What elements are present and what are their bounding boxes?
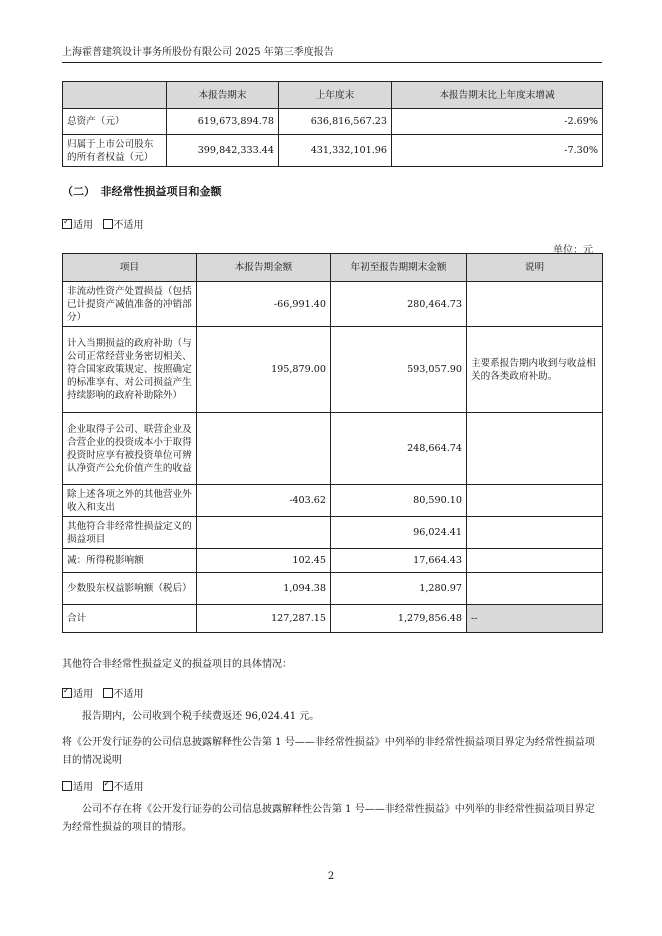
period-cell bbox=[197, 413, 331, 485]
ytd-cell: 1,280.97 bbox=[331, 573, 467, 605]
applicable-label: 适用 bbox=[73, 220, 93, 231]
section-title: （二） 非经常性损益项目和金额 bbox=[62, 185, 222, 198]
checked-box-icon bbox=[62, 219, 72, 229]
page-number: 2 bbox=[327, 871, 335, 882]
table-row bbox=[63, 573, 603, 605]
change-value: -2.69% bbox=[392, 109, 603, 135]
item-cell: 其他符合非经常性损益定义的损益项目 bbox=[63, 517, 197, 549]
table-row bbox=[63, 413, 603, 485]
table-row bbox=[63, 517, 603, 549]
paragraph-classification-title: 将《公开发行证券的公司信息披露解释性公告第 1 号——非经常性损益》中列举的非经常性损益项目界定为经常性损益项目的情况说明 bbox=[62, 737, 595, 766]
period-cell: 127,287.15 bbox=[197, 605, 331, 633]
balance-table bbox=[62, 81, 603, 167]
header-cell: 本报告期末 bbox=[167, 82, 279, 109]
row-label: 总资产（元） bbox=[63, 109, 167, 135]
change-value: -7.30% bbox=[392, 135, 603, 167]
table-row bbox=[63, 485, 603, 517]
header-divider bbox=[62, 62, 602, 63]
ytd-cell: 1,279,856.48 bbox=[331, 605, 467, 633]
unchecked-box-icon bbox=[103, 688, 113, 698]
table-row bbox=[63, 109, 603, 135]
paragraph-tax-refund: 报告期内，公司收到个税手续费返还 96,024.41 元。 bbox=[82, 711, 320, 722]
prior-value: 431,332,101.96 bbox=[279, 135, 392, 167]
note-cell: 主要系报告期内收到与收益相关的各类政府补助。 bbox=[467, 327, 603, 413]
checked-box-icon bbox=[103, 781, 113, 791]
applicable-label: 适用 bbox=[73, 782, 93, 793]
not-applicable-label: 不适用 bbox=[113, 689, 144, 700]
unit-label: 单位：元 bbox=[553, 245, 593, 256]
period-cell: 1,094.38 bbox=[197, 573, 331, 605]
note-cell bbox=[467, 573, 603, 605]
period-cell: 195,879.00 bbox=[197, 327, 331, 413]
ytd-cell: 593,057.90 bbox=[331, 327, 467, 413]
row-label: 归属于上市公司股东的所有者权益（元） bbox=[63, 135, 167, 167]
unchecked-box-icon bbox=[103, 219, 113, 229]
checked-box-icon bbox=[62, 688, 72, 698]
header-cell: 上年度末 bbox=[279, 82, 392, 109]
applicability-checkboxes bbox=[62, 216, 144, 231]
period-cell bbox=[197, 517, 331, 549]
applicability-checkboxes bbox=[62, 685, 144, 700]
table-header-row bbox=[63, 82, 603, 109]
header-cell bbox=[63, 82, 167, 109]
table-total-row bbox=[63, 605, 603, 633]
applicable-label: 适用 bbox=[73, 689, 93, 700]
header-cell: 本报告期末比上年度末增减 bbox=[392, 82, 603, 109]
period-cell: 102.45 bbox=[197, 549, 331, 573]
period-cell: -403.62 bbox=[197, 485, 331, 517]
document-header: 上海霍普建筑设计事务所股份有限公司 2025 年第三季度报告 bbox=[62, 47, 334, 58]
not-applicable-label: 不适用 bbox=[113, 782, 144, 793]
item-cell: 合计 bbox=[63, 605, 197, 633]
ytd-cell: 96,024.41 bbox=[331, 517, 467, 549]
period-cell: -66,991.40 bbox=[197, 282, 331, 327]
prior-value: 636,816,567.23 bbox=[279, 109, 392, 135]
header-cell: 项目 bbox=[63, 254, 197, 282]
applicability-checkboxes-2 bbox=[62, 778, 144, 793]
ytd-cell: 17,664.43 bbox=[331, 549, 467, 573]
table-row bbox=[63, 327, 603, 413]
note-cell bbox=[467, 413, 603, 485]
current-value: 399,842,333.44 bbox=[167, 135, 279, 167]
paragraph-other-items: 其他符合非经常性损益定义的损益项目的具体情况： bbox=[62, 659, 292, 670]
note-cell bbox=[467, 549, 603, 573]
ytd-cell: 80,590.10 bbox=[331, 485, 467, 517]
not-applicable-label: 不适用 bbox=[113, 220, 144, 231]
ytd-cell: 248,664.74 bbox=[331, 413, 467, 485]
current-value: 619,673,894.78 bbox=[167, 109, 279, 135]
header-cell: 说明 bbox=[467, 254, 603, 282]
note-cell: -- bbox=[467, 605, 603, 633]
table-header-row bbox=[63, 254, 603, 282]
note-cell bbox=[467, 485, 603, 517]
paragraph-conclusion: 公司不存在将《公开发行证券的公司信息披露解释性公告第 1 号——非经常性损益》中列举的非经常性损益项目界定为经常性损益的项目的情形。 bbox=[62, 804, 595, 833]
item-cell: 减：所得税影响额 bbox=[63, 549, 197, 573]
item-cell: 计入当期损益的政府补助（与公司正常经营业务密切相关、符合国家政策规定、按照确定的标准享有、对公司损益产生持续影响的政府补助除外） bbox=[63, 327, 197, 413]
item-cell: 企业取得子公司、联营企业及合营企业的投资成本小于取得投资时应享有被投资单位可辨认净资产公允价值产生的收益 bbox=[63, 413, 197, 485]
non-recurring-table bbox=[62, 253, 603, 633]
note-cell bbox=[467, 517, 603, 549]
table-row bbox=[63, 549, 603, 573]
table-row bbox=[63, 282, 603, 327]
table-row bbox=[63, 135, 603, 167]
item-cell: 少数股东权益影响额（税后） bbox=[63, 573, 197, 605]
ytd-cell: 280,464.73 bbox=[331, 282, 467, 327]
unchecked-box-icon bbox=[62, 781, 72, 791]
header-cell: 本报告期金额 bbox=[197, 254, 331, 282]
header-cell: 年初至报告期期末金额 bbox=[331, 254, 467, 282]
item-cell: 除上述各项之外的其他营业外收入和支出 bbox=[63, 485, 197, 517]
item-cell: 非流动性资产处置损益（包括已计提资产减值准备的冲销部分） bbox=[63, 282, 197, 327]
note-cell bbox=[467, 282, 603, 327]
